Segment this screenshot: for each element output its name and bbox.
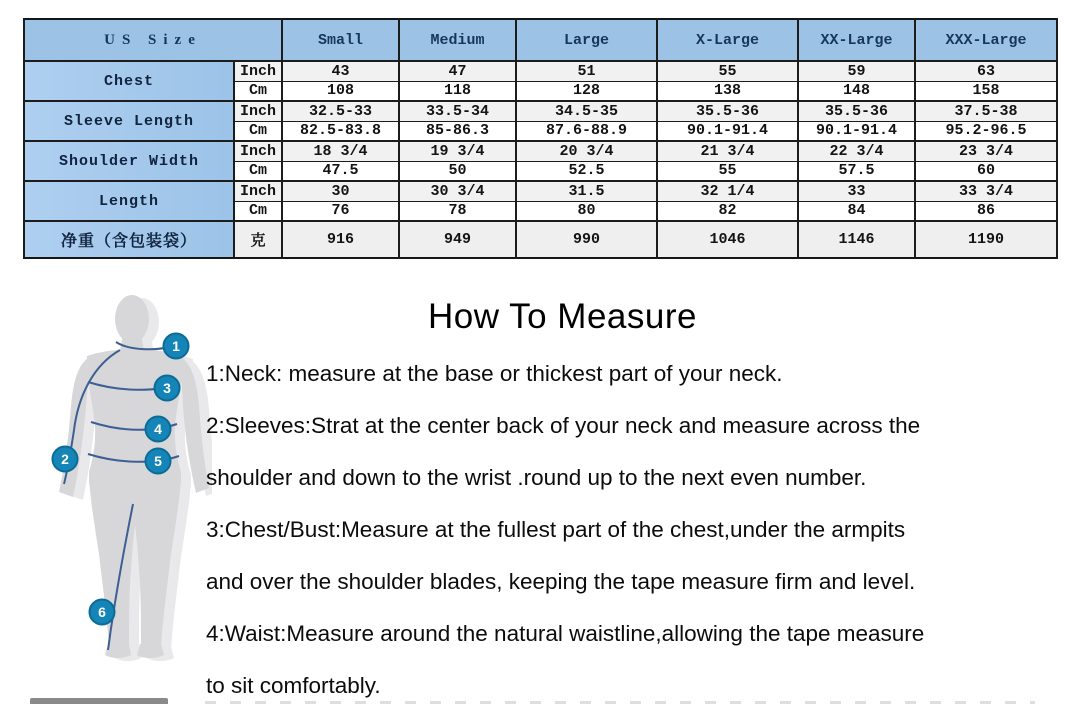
measurement-figure xyxy=(28,292,212,664)
value-cell: 55 xyxy=(657,61,798,81)
marker-1-label: 1 xyxy=(172,338,180,354)
value-cell: 32 1/4 xyxy=(657,181,798,201)
table-row-sleeve-inch xyxy=(24,101,1057,121)
table-row-shoulder-inch xyxy=(24,141,1057,161)
marker-2 xyxy=(53,447,78,472)
instruction-line-neck: 1:Neck: measure at the base or thickest part of your neck. xyxy=(206,361,783,386)
row-label-net-weight: 净重（含包装袋） xyxy=(24,221,234,258)
value-cell: 158 xyxy=(915,81,1057,101)
row-label-shoulder-width: Shoulder Width xyxy=(24,141,234,181)
how-to-measure-title: How To Measure xyxy=(428,297,697,336)
column-header-medium: Medium xyxy=(399,19,516,61)
value-cell: 50 xyxy=(399,161,516,181)
table-row-net-weight xyxy=(24,221,1057,258)
table-row-chest-inch xyxy=(24,61,1057,81)
value-cell: 84 xyxy=(798,201,915,221)
row-label-chest: Chest xyxy=(24,61,234,101)
table-header-row xyxy=(24,19,1057,61)
value-cell: 37.5-38 xyxy=(915,101,1057,121)
value-cell: 148 xyxy=(798,81,915,101)
value-cell: 35.5-36 xyxy=(798,101,915,121)
value-cell: 33.5-34 xyxy=(399,101,516,121)
row-label-length: Length xyxy=(24,181,234,221)
marker-5 xyxy=(146,449,171,474)
value-cell: 33 xyxy=(798,181,915,201)
body-silhouette-graphic xyxy=(28,292,212,664)
value-cell: 47.5 xyxy=(282,161,399,181)
instruction-line-chest-2: and over the shoulder blades, keeping the tape measure firm and level. xyxy=(206,569,916,594)
value-cell: 59 xyxy=(798,61,915,81)
value-cell: 57.5 xyxy=(798,161,915,181)
value-cell: 95.2-96.5 xyxy=(915,121,1057,141)
value-cell: 82.5-83.8 xyxy=(282,121,399,141)
value-cell: 18 3/4 xyxy=(282,141,399,161)
instruction-line-waist-2: to sit comfortably. xyxy=(206,673,381,698)
value-cell: 76 xyxy=(282,201,399,221)
value-cell: 916 xyxy=(282,221,399,258)
value-cell: 21 3/4 xyxy=(657,141,798,161)
value-cell: 33 3/4 xyxy=(915,181,1057,201)
table-title: US Size xyxy=(24,19,282,61)
value-cell: 32.5-33 xyxy=(282,101,399,121)
unit-cell: 克 xyxy=(234,221,282,258)
column-header-xx-large: XX-Large xyxy=(798,19,915,61)
value-cell: 86 xyxy=(915,201,1057,221)
value-cell: 23 3/4 xyxy=(915,141,1057,161)
value-cell: 80 xyxy=(516,201,657,221)
value-cell: 30 xyxy=(282,181,399,201)
unit-cell: Inch xyxy=(234,141,282,161)
unit-cell: Cm xyxy=(234,201,282,221)
value-cell: 22 3/4 xyxy=(798,141,915,161)
value-cell: 60 xyxy=(915,161,1057,181)
value-cell: 1146 xyxy=(798,221,915,258)
measure-instructions xyxy=(206,348,1066,704)
column-header-small: Small xyxy=(282,19,399,61)
unit-cell: Inch xyxy=(234,181,282,201)
value-cell: 34.5-35 xyxy=(516,101,657,121)
column-header-xxx-large: XXX-Large xyxy=(915,19,1057,61)
value-cell: 108 xyxy=(282,81,399,101)
value-cell: 20 3/4 xyxy=(516,141,657,161)
size-chart-table xyxy=(23,18,1058,259)
marker-6 xyxy=(90,600,115,625)
value-cell: 55 xyxy=(657,161,798,181)
unit-cell: Inch xyxy=(234,101,282,121)
value-cell: 47 xyxy=(399,61,516,81)
value-cell: 990 xyxy=(516,221,657,258)
value-cell: 128 xyxy=(516,81,657,101)
instruction-line-sleeves-2: shoulder and down to the wrist .round up to the next even number. xyxy=(206,465,867,490)
marker-2-label: 2 xyxy=(61,451,69,467)
value-cell: 87.6-88.9 xyxy=(516,121,657,141)
column-header-x-large: X-Large xyxy=(657,19,798,61)
value-cell: 31.5 xyxy=(516,181,657,201)
table-row-length-inch xyxy=(24,181,1057,201)
marker-3 xyxy=(155,376,180,401)
value-cell: 85-86.3 xyxy=(399,121,516,141)
marker-4 xyxy=(146,417,171,442)
unit-cell: Cm xyxy=(234,81,282,101)
unit-cell: Inch xyxy=(234,61,282,81)
value-cell: 82 xyxy=(657,201,798,221)
cropped-image-top xyxy=(30,698,168,704)
marker-1 xyxy=(164,334,189,359)
value-cell: 51 xyxy=(516,61,657,81)
cropped-next-section xyxy=(0,697,1080,704)
marker-3-label: 3 xyxy=(163,380,171,396)
value-cell: 90.1-91.4 xyxy=(657,121,798,141)
value-cell: 949 xyxy=(399,221,516,258)
unit-cell: Cm xyxy=(234,121,282,141)
instruction-line-chest-1: 3:Chest/Bust:Measure at the fullest part of the chest,under the armpits xyxy=(206,517,906,542)
value-cell: 52.5 xyxy=(516,161,657,181)
value-cell: 78 xyxy=(399,201,516,221)
value-cell: 19 3/4 xyxy=(399,141,516,161)
value-cell: 30 3/4 xyxy=(399,181,516,201)
marker-5-label: 5 xyxy=(154,453,162,469)
value-cell: 63 xyxy=(915,61,1057,81)
row-label-sleeve-length: Sleeve Length xyxy=(24,101,234,141)
column-header-large: Large xyxy=(516,19,657,61)
value-cell: 1190 xyxy=(915,221,1057,258)
marker-4-label: 4 xyxy=(154,421,162,437)
instruction-line-waist-1: 4:Waist:Measure around the natural waistline,allowing the tape measure xyxy=(206,621,925,646)
value-cell: 1046 xyxy=(657,221,798,258)
marker-6-label: 6 xyxy=(98,604,106,620)
instruction-line-sleeves-1: 2:Sleeves:Strat at the center back of your neck and measure across the xyxy=(206,413,921,438)
value-cell: 90.1-91.4 xyxy=(798,121,915,141)
unit-cell: Cm xyxy=(234,161,282,181)
value-cell: 43 xyxy=(282,61,399,81)
value-cell: 138 xyxy=(657,81,798,101)
value-cell: 35.5-36 xyxy=(657,101,798,121)
value-cell: 118 xyxy=(399,81,516,101)
